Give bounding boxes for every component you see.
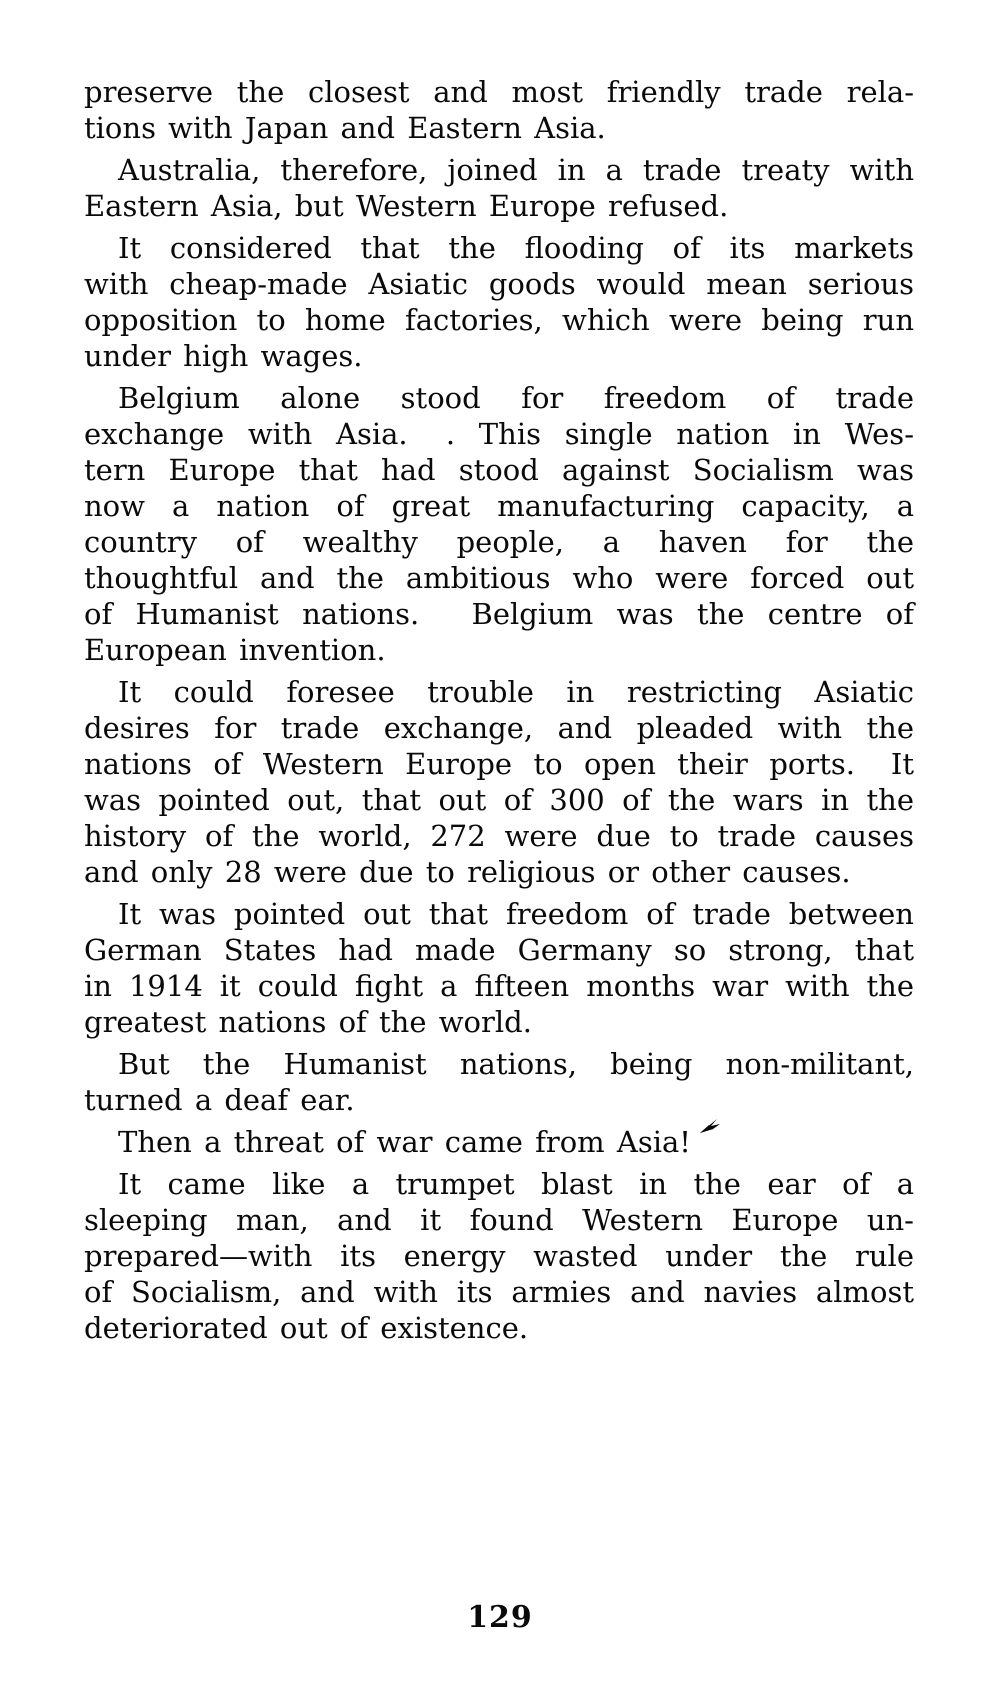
- text-line: German States had made Germany so strong, that: [84, 933, 914, 967]
- text-line: sleeping man, and it found Western Europe un-: [84, 1203, 914, 1237]
- text-line: of Socialism, and with its armies and navies almost: [84, 1275, 914, 1309]
- paragraph: [84, 380, 914, 668]
- text-line: under high wages.: [84, 339, 363, 373]
- text-line: Belgium alone stood for freedom of trade: [118, 381, 914, 415]
- text-line: exchange with Asia. . This single nation in Wes-: [84, 417, 914, 451]
- text-line: European invention.: [84, 633, 386, 667]
- text-line: It considered that the flooding of its markets: [118, 231, 914, 265]
- text-line: prepared—with its energy wasted under the rule: [84, 1239, 914, 1273]
- paragraph: [84, 1124, 914, 1160]
- text-line: nations of Western Europe to open their ports. It: [84, 747, 914, 781]
- text-line: and only 28 were due to religious or other causes.: [84, 855, 851, 889]
- text-line: Eastern Asia, but Western Europe refused.: [84, 189, 729, 223]
- text-line: Australia, therefore, joined in a trade treaty with: [118, 153, 914, 187]
- text-line: turned a deaf ear.: [84, 1083, 355, 1117]
- text-line: But the Humanist nations, being non-militant,: [118, 1047, 914, 1081]
- text-line: opposition to home factories, which were being run: [84, 303, 914, 337]
- text-line: deteriorated out of existence.: [84, 1311, 529, 1345]
- text-line: now a nation of great manufacturing capacity, a: [84, 489, 914, 523]
- text-line: with cheap-made Asiatic goods would mean serious: [84, 267, 914, 301]
- text-line: It could foresee trouble in restricting Asiatic: [118, 675, 914, 709]
- text-line: in 1914 it could fight a fifteen months war with the: [84, 969, 914, 1003]
- paragraph: [84, 674, 914, 890]
- paragraph: [84, 152, 914, 224]
- text-line: history of the world, 272 were due to trade causes: [84, 819, 914, 853]
- page-number: 129: [467, 1600, 533, 1635]
- paragraph: [84, 74, 914, 146]
- paragraph: [84, 896, 914, 1040]
- text-line: preserve the closest and most friendly trade rela-: [84, 75, 914, 109]
- text-line: of Humanist nations. Belgium was the centre of: [84, 597, 914, 631]
- text-line: Then a threat of war came from Asia!: [118, 1125, 691, 1159]
- text-line: thoughtful and the ambitious who were forced out: [84, 561, 914, 595]
- text-line: greatest nations of the world.: [84, 1005, 532, 1039]
- text-line: country of wealthy people, a haven for the: [84, 525, 914, 559]
- text-line: tions with Japan and Eastern Asia.: [84, 111, 606, 145]
- paragraph: [84, 1046, 914, 1118]
- text-line: It was pointed out that freedom of trade between: [118, 897, 914, 931]
- paragraph: [84, 1166, 914, 1346]
- cursor-arrow-icon: [700, 1118, 722, 1135]
- page-text: [84, 74, 914, 1346]
- text-line: desires for trade exchange, and pleaded with the: [84, 711, 914, 745]
- text-line: It came like a trumpet blast in the ear of a: [118, 1167, 914, 1201]
- paragraph: [84, 230, 914, 374]
- text-line: was pointed out, that out of 300 of the wars in the: [84, 783, 914, 817]
- text-line: tern Europe that had stood against Socialism was: [84, 453, 914, 487]
